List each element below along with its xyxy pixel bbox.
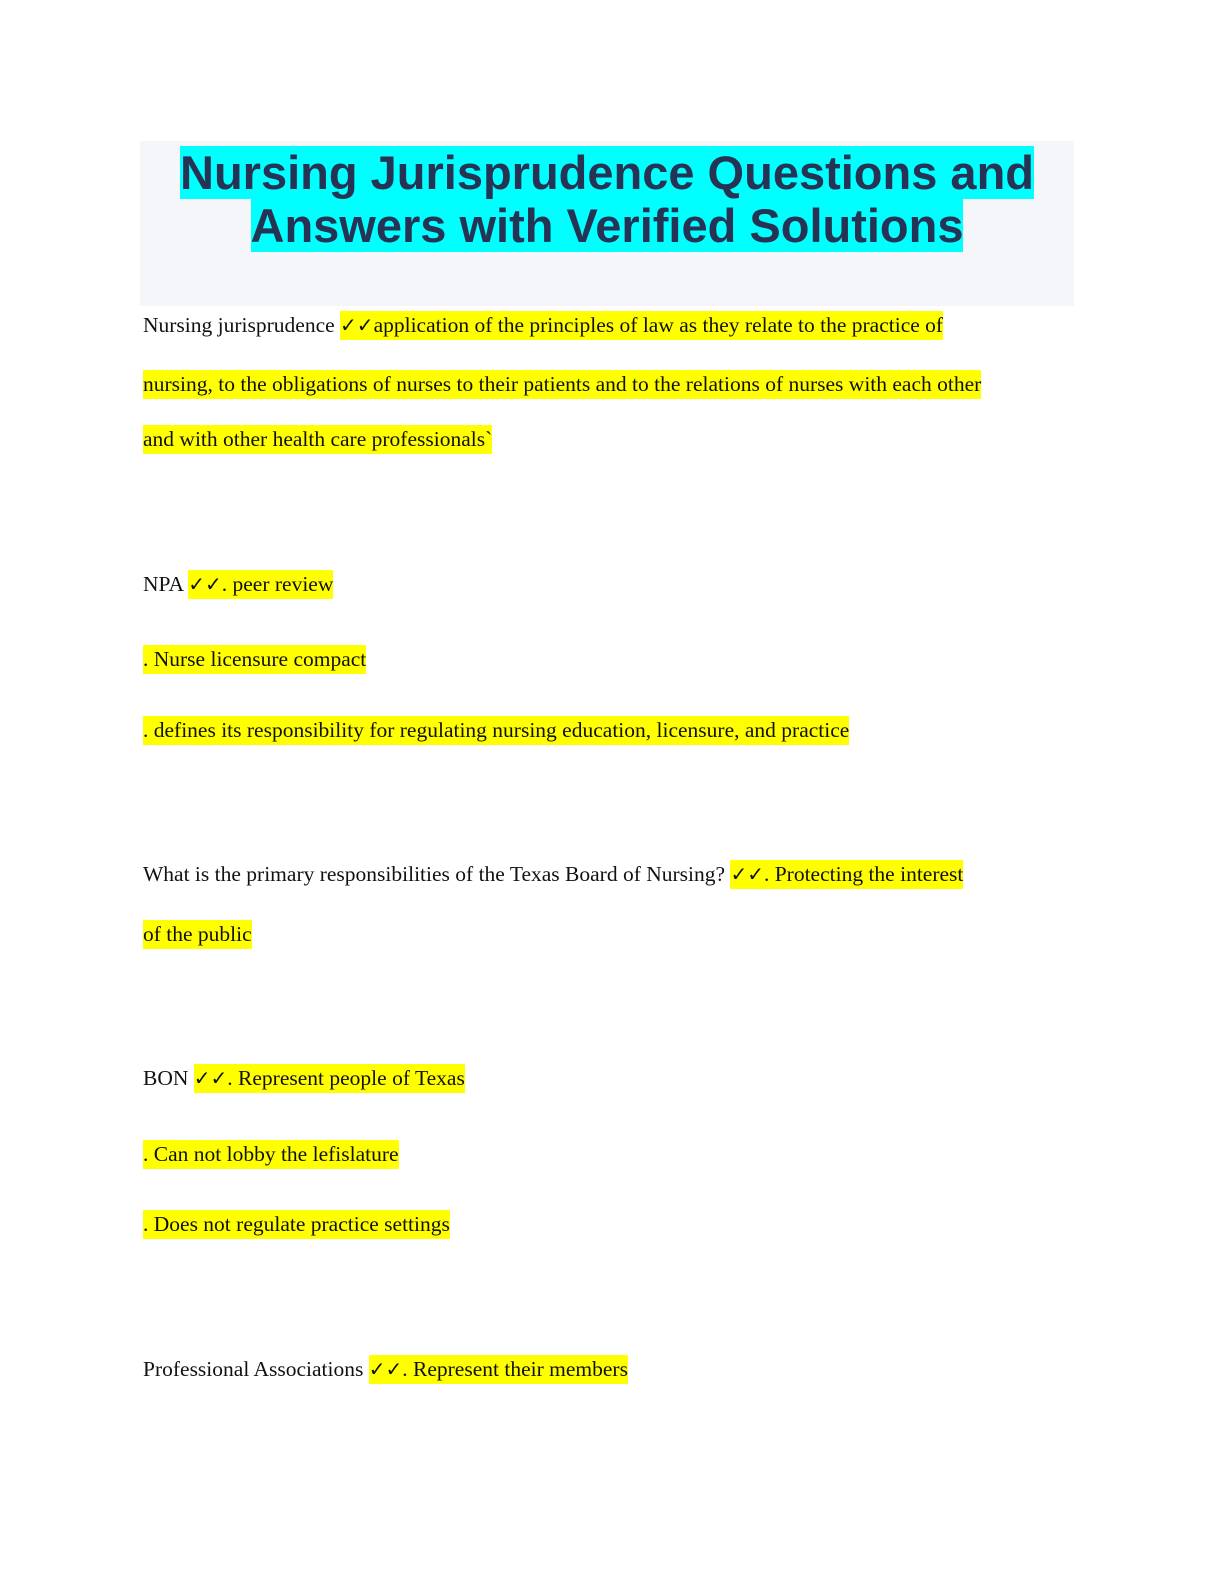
answer-text: . Nurse licensure compact [143, 645, 366, 674]
qa-item-nursing-jurisprudence [143, 311, 943, 339]
answer-bullet [143, 1140, 399, 1168]
answer-text: application of the principles of law as they relate to the practice of [373, 313, 944, 337]
answer-text: of the public [143, 920, 252, 949]
answer-highlight [369, 1355, 628, 1384]
answer-text: . Does not regulate practice settings [143, 1210, 450, 1239]
term: Nursing jurisprudence [143, 313, 341, 337]
answer-text: . Protecting the interest [763, 862, 964, 886]
term: Professional Associations [143, 1357, 369, 1381]
answer-bullet [143, 716, 849, 744]
answer-highlight [188, 570, 333, 599]
term: BON [143, 1066, 194, 1090]
answer-highlight [340, 311, 943, 340]
answer-text: . defines its responsibility for regulating nursing education, licensure, and practice [143, 716, 849, 745]
answer-text: . Represent people of Texas [227, 1066, 465, 1090]
answer-continuation [143, 920, 252, 948]
answer-text: . Represent their members [402, 1357, 628, 1381]
answer-bullet [143, 645, 366, 673]
answer-highlight [730, 860, 963, 889]
answer-text: nursing, to the obligations of nurses to their patients and to the relations of nurses with each other [143, 370, 981, 399]
qa-item-npa [143, 570, 333, 598]
answer-bullet [143, 1210, 450, 1238]
double-check-icon: ✓✓ [188, 572, 222, 596]
answer-continuation [143, 370, 981, 398]
double-check-icon: ✓✓ [730, 862, 764, 886]
qa-item-texas-board [143, 860, 963, 888]
term: NPA [143, 572, 189, 596]
double-check-icon: ✓✓ [340, 313, 374, 337]
term: What is the primary responsibilities of the Texas Board of Nursing? [143, 862, 731, 886]
double-check-icon: ✓✓ [368, 1357, 403, 1381]
double-check-icon: ✓✓ [193, 1066, 228, 1090]
answer-highlight [194, 1064, 465, 1093]
document-title [140, 146, 1074, 252]
answer-continuation [143, 425, 492, 453]
answer-text: . peer review [221, 572, 334, 596]
title-line-2: Answers with Verified Solutions [250, 199, 964, 252]
qa-item-professional-associations [143, 1355, 628, 1383]
answer-text: and with other health care professionals` [143, 425, 492, 454]
qa-item-bon [143, 1064, 465, 1092]
title-line-1: Nursing Jurisprudence Questions and [180, 146, 1034, 199]
answer-text: . Can not lobby the lefislature [143, 1140, 399, 1169]
